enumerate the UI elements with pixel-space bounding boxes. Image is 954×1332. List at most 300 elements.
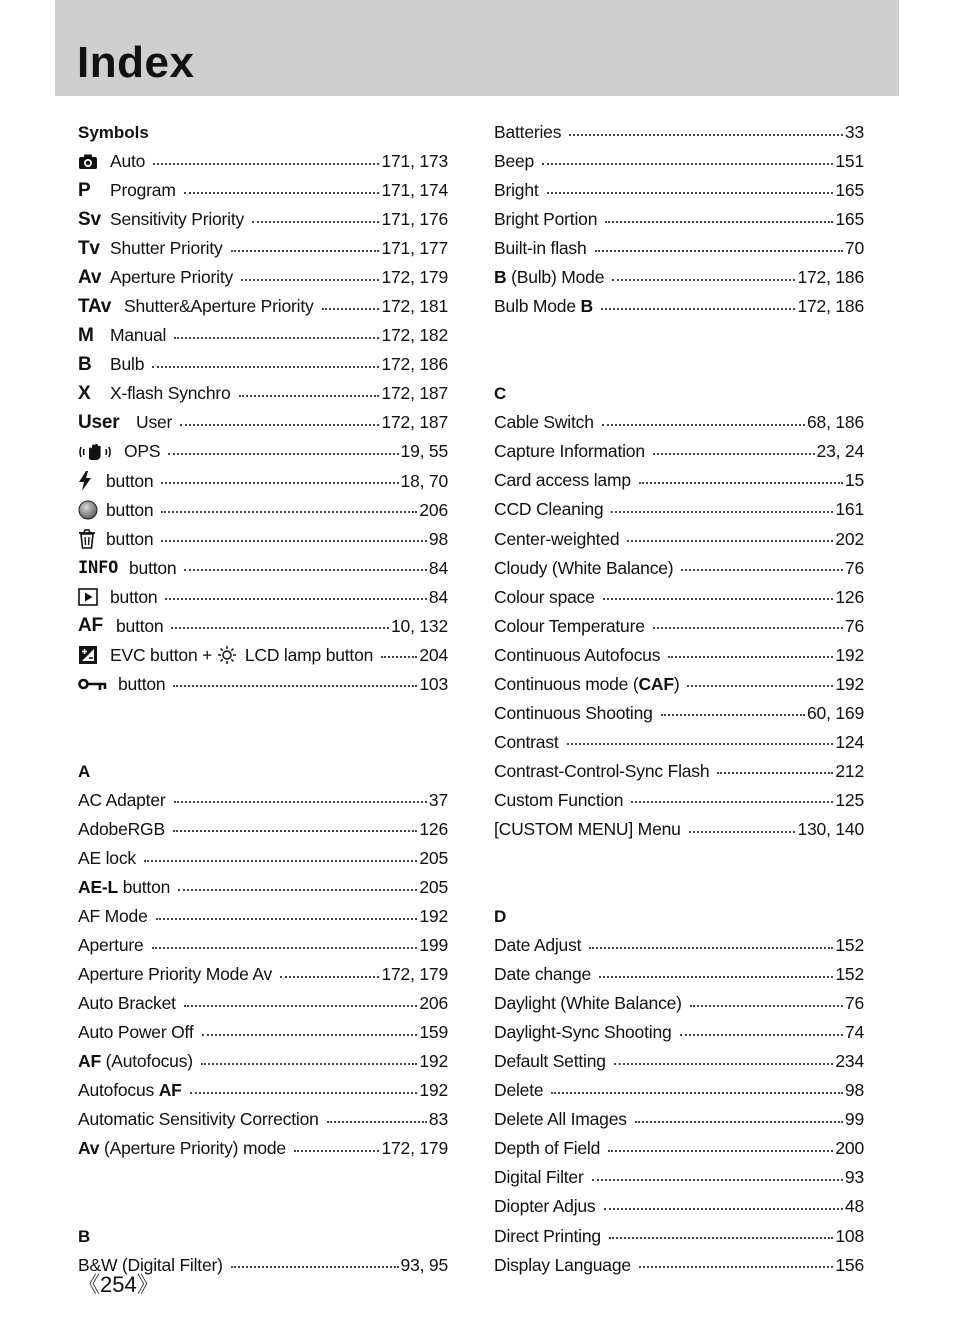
- section-label: C: [494, 384, 507, 404]
- entry-pages: 70: [844, 238, 864, 259]
- entry-term: [78, 993, 176, 1014]
- entry-pages: 76: [844, 993, 864, 1014]
- entry-term-text: Bright: [494, 180, 539, 201]
- entry-pages: 10, 132: [391, 615, 448, 636]
- index-entry: [494, 1222, 864, 1251]
- entry-term: [78, 674, 165, 695]
- dot-leader: [239, 395, 380, 397]
- index-entry: [494, 641, 864, 670]
- entry-term: [494, 267, 604, 288]
- index-entry: [494, 292, 864, 321]
- entry-term: [78, 383, 231, 405]
- index-entry: [78, 496, 448, 525]
- entry-term-bold: AE-L: [78, 877, 119, 898]
- entry-term-bold: Av: [78, 1138, 100, 1159]
- dot-leader: [611, 511, 833, 513]
- entry-term: [78, 819, 165, 840]
- index-entry: [494, 263, 864, 292]
- dot-leader: [201, 1063, 418, 1065]
- index-entry: [78, 525, 448, 554]
- entry-term-text: Date change: [494, 964, 592, 985]
- dot-leader: [173, 685, 417, 687]
- index-entry: [494, 699, 864, 728]
- index-entry: [494, 1018, 864, 1047]
- dot-leader: [173, 830, 417, 832]
- dot-leader: [639, 1266, 833, 1268]
- entry-pages: 192: [419, 1080, 448, 1101]
- entry-term: [494, 645, 660, 666]
- entry-term-text: Display Language: [494, 1254, 631, 1275]
- entry-pages: 205: [419, 877, 448, 898]
- entry-term-text: Aperture: [78, 935, 144, 956]
- entry-pages: 212: [835, 760, 864, 781]
- index-entry: [494, 960, 864, 989]
- entry-term: [78, 209, 244, 231]
- dot-leader: [602, 424, 805, 426]
- dot-leader: [603, 598, 834, 600]
- entry-pages: 19, 55: [400, 441, 448, 462]
- entry-term: [494, 180, 539, 201]
- tv-icon: Tv: [78, 237, 100, 259]
- entry-pages: 234: [835, 1051, 864, 1072]
- entry-term: [78, 790, 166, 811]
- index-entry: [494, 583, 864, 612]
- bulb-b-icon: B: [78, 353, 92, 375]
- entry-pages: 84: [428, 557, 448, 578]
- entry-term: [78, 354, 144, 376]
- entry-term: [494, 587, 595, 608]
- dot-leader: [589, 947, 833, 949]
- entry-term: [78, 877, 170, 898]
- section-label: D: [494, 907, 507, 927]
- entry-term-text: Cable Switch: [494, 412, 594, 433]
- entry-term: [494, 209, 597, 230]
- entry-term-text: button: [106, 470, 154, 491]
- entry-pages: 76: [844, 557, 864, 578]
- index-entry: [494, 1251, 864, 1280]
- dot-leader: [542, 163, 833, 165]
- entry-term-text: Bright Portion: [494, 209, 598, 230]
- key-icon: [78, 677, 116, 691]
- entry-term-text: Card access lamp: [494, 470, 631, 491]
- index-entry: [494, 176, 864, 205]
- entry-pages: 84: [428, 586, 448, 607]
- entry-term: [494, 819, 681, 840]
- entry-term: [494, 151, 534, 172]
- entry-term-text: Bulb: [110, 354, 145, 375]
- dot-leader: [653, 453, 815, 455]
- entry-pages: 159: [419, 1022, 448, 1043]
- section-gap: [78, 1164, 448, 1222]
- index-entry: [494, 147, 864, 176]
- entry-pages: 74: [844, 1022, 864, 1043]
- entry-term: [78, 471, 153, 492]
- index-entry: [78, 147, 448, 176]
- entry-term-text: Auto Bracket: [78, 993, 176, 1014]
- entry-term-text: Center-weighted: [494, 528, 620, 549]
- entry-pages: 172, 186: [797, 296, 864, 317]
- dot-leader: [153, 163, 379, 165]
- dot-leader: [569, 134, 843, 136]
- entry-term-text: (Bulb) Mode: [506, 267, 605, 288]
- index-entry: [78, 234, 448, 263]
- entry-term-text: AF Mode: [78, 906, 148, 927]
- dot-leader: [687, 685, 833, 687]
- section-label-symbols: Symbols: [78, 123, 149, 142]
- entry-term: [78, 906, 148, 927]
- entry-term-text: Contrast: [494, 731, 559, 752]
- entry-term: [494, 296, 593, 317]
- entry-term-text: Custom Function: [494, 789, 624, 810]
- entry-term: [494, 1080, 543, 1101]
- index-entry: [494, 931, 864, 960]
- entry-term-text: Shutter&Aperture Priority: [124, 296, 314, 317]
- entry-term-text: OPS: [124, 441, 161, 462]
- entry-term-text: User: [136, 412, 173, 433]
- section-label: A: [78, 761, 91, 781]
- entry-pages: 99: [844, 1109, 864, 1130]
- index-entry: [78, 583, 448, 612]
- dot-leader: [280, 976, 379, 978]
- entry-term-text: EVC button +: [110, 644, 217, 665]
- entry-term-text: Built-in flash: [494, 238, 587, 259]
- index-entry: [78, 786, 448, 815]
- entry-pages: 172, 179: [381, 964, 448, 985]
- entry-pages: 125: [835, 789, 864, 810]
- entry-term-text: Daylight (White Balance): [494, 993, 682, 1014]
- entry-term-text: Direct Printing: [494, 1225, 601, 1246]
- entry-term-text: button: [118, 673, 166, 694]
- af-icon: AF: [78, 615, 103, 637]
- symbols-list: [78, 147, 448, 699]
- dot-leader: [690, 1005, 843, 1007]
- entry-term-text: Default Setting: [494, 1051, 606, 1072]
- entry-pages: 124: [835, 731, 864, 752]
- index-entry: [494, 408, 864, 437]
- entry-term-text: button: [116, 615, 164, 636]
- entry-term: [78, 848, 136, 869]
- dot-leader: [322, 308, 380, 310]
- index-entry: [494, 437, 864, 466]
- dot-leader: [551, 1092, 843, 1094]
- entry-term: [78, 296, 314, 318]
- entry-term: [78, 1051, 193, 1072]
- entry-pages: 204: [419, 644, 448, 665]
- entry-pages: 172, 179: [381, 1138, 448, 1159]
- entry-pages: 202: [835, 528, 864, 549]
- camera-icon: [78, 154, 108, 170]
- entry-pages: 172, 186: [381, 354, 448, 375]
- entry-term-bold: B: [580, 296, 593, 317]
- program-p-icon: P: [78, 179, 91, 201]
- section-label: B: [78, 1226, 91, 1246]
- dot-leader: [161, 482, 398, 484]
- dot-leader: [612, 279, 795, 281]
- dot-leader: [180, 424, 379, 426]
- av-icon: Av: [78, 266, 102, 288]
- dot-leader: [231, 250, 380, 252]
- entry-pages: 172, 187: [381, 412, 448, 433]
- page-title: Index: [77, 38, 195, 87]
- dot-leader: [689, 831, 796, 833]
- dot-leader: [592, 1179, 843, 1181]
- page-number: 《254》: [78, 1272, 159, 1297]
- index-entry: [78, 844, 448, 873]
- index-entry: [494, 1192, 864, 1221]
- entry-term: [494, 616, 645, 637]
- entry-pages: 171, 177: [381, 238, 448, 259]
- index-entry: [78, 554, 448, 583]
- manual-m-icon: M: [78, 324, 94, 346]
- section-gap: [494, 321, 864, 379]
- index-entry: [78, 1076, 448, 1105]
- entry-pages: 165: [835, 180, 864, 201]
- entry-pages: 126: [835, 586, 864, 607]
- entry-term: [494, 732, 559, 753]
- index-entry: [78, 408, 448, 437]
- left-column: [78, 118, 448, 1280]
- entry-term-text: Manual: [110, 325, 167, 346]
- entry-term-text: Aperture Priority: [110, 267, 234, 288]
- entry-term: [494, 1226, 601, 1247]
- entry-term-text: AE lock: [78, 848, 136, 868]
- entry-term-text: AdobeRGB: [78, 818, 165, 839]
- entry-term: [494, 529, 619, 550]
- entry-term: [78, 151, 145, 172]
- entry-term-text: Cloudy (White Balance): [494, 557, 674, 578]
- index-entry: [78, 1018, 448, 1047]
- index-entry: [494, 205, 864, 234]
- entry-pages: 152: [835, 935, 864, 956]
- entry-pages: 83: [428, 1109, 448, 1130]
- entry-term-text: button: [129, 557, 177, 578]
- entry-pages: 206: [419, 993, 448, 1014]
- index-entry: [78, 467, 448, 496]
- entry-pages: 200: [835, 1138, 864, 1159]
- index-entry: [78, 815, 448, 844]
- dot-leader: [174, 337, 379, 339]
- entry-term-text: Continuous Shooting: [494, 702, 653, 723]
- index-entry: [78, 1047, 448, 1076]
- entry-pages: 172, 187: [381, 383, 448, 404]
- entry-term: [78, 645, 373, 666]
- entry-pages: 93, 95: [400, 1254, 448, 1275]
- dot-leader: [668, 656, 833, 658]
- entry-term-text: Delete All Images: [494, 1109, 627, 1130]
- dot-leader: [184, 192, 380, 194]
- entry-pages: 76: [844, 615, 864, 636]
- index-entry: [78, 931, 448, 960]
- entry-term-text: AC Adapter: [78, 789, 166, 810]
- index-entry: [494, 495, 864, 524]
- entry-term: [78, 1022, 194, 1043]
- index-entry: [78, 902, 448, 931]
- entry-term-text: B&W (Digital Filter): [78, 1254, 223, 1275]
- index-entry: [494, 466, 864, 495]
- entry-pages: 172, 179: [381, 267, 448, 288]
- dot-leader: [178, 889, 417, 891]
- dot-leader: [184, 1005, 418, 1007]
- index-entry: [78, 263, 448, 292]
- index-entry: [494, 1134, 864, 1163]
- entry-term-text: Batteries: [494, 122, 562, 143]
- entry-pages: 171, 176: [381, 209, 448, 230]
- entry-term: [78, 238, 223, 260]
- xflash-x-icon: X: [78, 382, 91, 404]
- dot-leader: [327, 1121, 427, 1123]
- dot-leader: [605, 221, 833, 223]
- entry-term-text: CCD Cleaning: [494, 499, 604, 520]
- entry-term: [494, 412, 594, 433]
- index-entry: [78, 1105, 448, 1134]
- entry-term: [494, 122, 561, 143]
- index-entry: [494, 1105, 864, 1134]
- entry-term-text: button: [106, 528, 154, 549]
- dot-leader: [601, 308, 795, 310]
- entry-pages: 192: [419, 1051, 448, 1072]
- entry-pages: 103: [419, 673, 448, 694]
- entry-pages: 156: [835, 1254, 864, 1275]
- entry-term: [78, 412, 172, 434]
- entry-term-text: Program: [110, 180, 176, 201]
- index-entry: [494, 728, 864, 757]
- entry-term-text: (Autofocus): [100, 1051, 193, 1072]
- dot-leader: [635, 1121, 843, 1123]
- entry-term-text: Autofocus: [78, 1080, 159, 1101]
- dot-leader: [161, 511, 417, 513]
- entry-pages: 126: [419, 818, 448, 839]
- entry-term-text: Digital Filter: [494, 1167, 584, 1188]
- entry-term: [78, 1080, 182, 1101]
- entry-term: [78, 267, 233, 289]
- dot-leader: [604, 1208, 843, 1210]
- right-column: [494, 118, 864, 1280]
- entry-pages: 98: [844, 1080, 864, 1101]
- entry-term: [494, 1051, 606, 1072]
- entry-term-text: Colour Temperature: [494, 615, 645, 636]
- entry-pages: 18, 70: [400, 470, 448, 491]
- dot-leader: [156, 918, 418, 920]
- gray-circle-icon: [78, 500, 104, 520]
- index-entry: [494, 786, 864, 815]
- dot-leader: [639, 482, 843, 484]
- entry-pages: 205: [419, 848, 448, 868]
- dot-leader: [599, 976, 833, 978]
- entry-pages: 151: [835, 151, 864, 172]
- entry-term-text: button: [110, 586, 158, 607]
- entry-term: [494, 1167, 584, 1188]
- index-entry: [494, 234, 864, 263]
- entry-term: [494, 1022, 672, 1043]
- index-entry: [494, 525, 864, 554]
- entry-term: [78, 441, 160, 462]
- tav-icon: TAv: [78, 295, 112, 317]
- dot-leader: [190, 1092, 418, 1094]
- entry-term-text: button: [106, 499, 154, 520]
- dot-leader: [294, 1150, 380, 1152]
- entry-pages: 108: [835, 1225, 864, 1246]
- entry-term: [78, 964, 272, 985]
- entry-pages: 172, 181: [381, 296, 448, 317]
- flash-bolt-icon: [78, 471, 104, 491]
- entry-term: [78, 529, 153, 550]
- index-entry: [494, 612, 864, 641]
- index-entry: [78, 960, 448, 989]
- dot-leader: [567, 743, 834, 745]
- index-entry: [78, 321, 448, 350]
- entry-term-text: Bulb Mode: [494, 296, 581, 317]
- evc-icon: [78, 645, 108, 665]
- dot-leader: [152, 947, 418, 949]
- dot-leader: [161, 540, 426, 542]
- entry-term-text: Beep: [494, 151, 535, 172]
- entry-pages: 37: [428, 789, 448, 810]
- entry-term-text: Contrast-Control-Sync Flash: [494, 760, 710, 781]
- index-entry: [494, 670, 864, 699]
- dot-leader: [252, 221, 379, 223]
- entry-term-text: Depth of Field: [494, 1138, 601, 1159]
- entry-pages: 206: [419, 499, 448, 520]
- entry-term-bold: AF: [158, 1080, 182, 1101]
- entry-pages: 98: [428, 528, 448, 549]
- entry-term-text: Sensitivity Priority: [110, 209, 245, 230]
- dot-leader: [680, 1034, 843, 1036]
- entry-term-text: Date Adjust: [494, 935, 582, 956]
- dot-leader: [631, 801, 833, 803]
- trash-icon: [78, 529, 104, 549]
- index-entry: [78, 670, 448, 699]
- entry-term: [494, 1255, 631, 1276]
- entry-term-bold: AF: [78, 1051, 101, 1072]
- entry-pages: 171, 173: [381, 151, 448, 172]
- entry-term: [494, 1109, 627, 1130]
- index-entry: [78, 292, 448, 321]
- entry-term: [78, 935, 144, 956]
- index-entry: [78, 612, 448, 641]
- index-entry: [494, 757, 864, 786]
- index-entry: [494, 989, 864, 1018]
- dot-leader: [547, 192, 834, 194]
- entry-term: [494, 993, 682, 1014]
- entry-pages: 93: [844, 1167, 864, 1188]
- index-entry: [494, 815, 864, 844]
- entry-pages: 33: [844, 122, 864, 143]
- user-icon: User: [78, 411, 120, 433]
- entry-term: [494, 441, 645, 462]
- index-entry: [78, 641, 448, 670]
- entry-term: [494, 935, 581, 956]
- entry-pages: 172, 182: [381, 325, 448, 346]
- entry-term-bold: B: [494, 267, 507, 288]
- entry-term: [494, 1138, 600, 1159]
- dot-leader: [595, 250, 843, 252]
- section-gap: [494, 844, 864, 902]
- entry-term: [78, 587, 157, 608]
- lamp-sun-icon: [217, 645, 243, 665]
- index-entry: [494, 554, 864, 583]
- index-entry: [494, 1076, 864, 1105]
- entry-term-text: button: [118, 877, 171, 898]
- entry-term: [78, 500, 153, 521]
- entry-term-bold: CAF: [638, 673, 674, 694]
- ops-hand-icon: [78, 443, 122, 461]
- entry-term-text: Diopter Adjus: [494, 1196, 596, 1217]
- dot-leader: [717, 772, 833, 774]
- entry-pages: 165: [835, 209, 864, 230]
- entry-term-text: Colour space: [494, 586, 595, 607]
- dot-leader: [168, 453, 398, 455]
- entry-pages: 23, 24: [816, 441, 864, 462]
